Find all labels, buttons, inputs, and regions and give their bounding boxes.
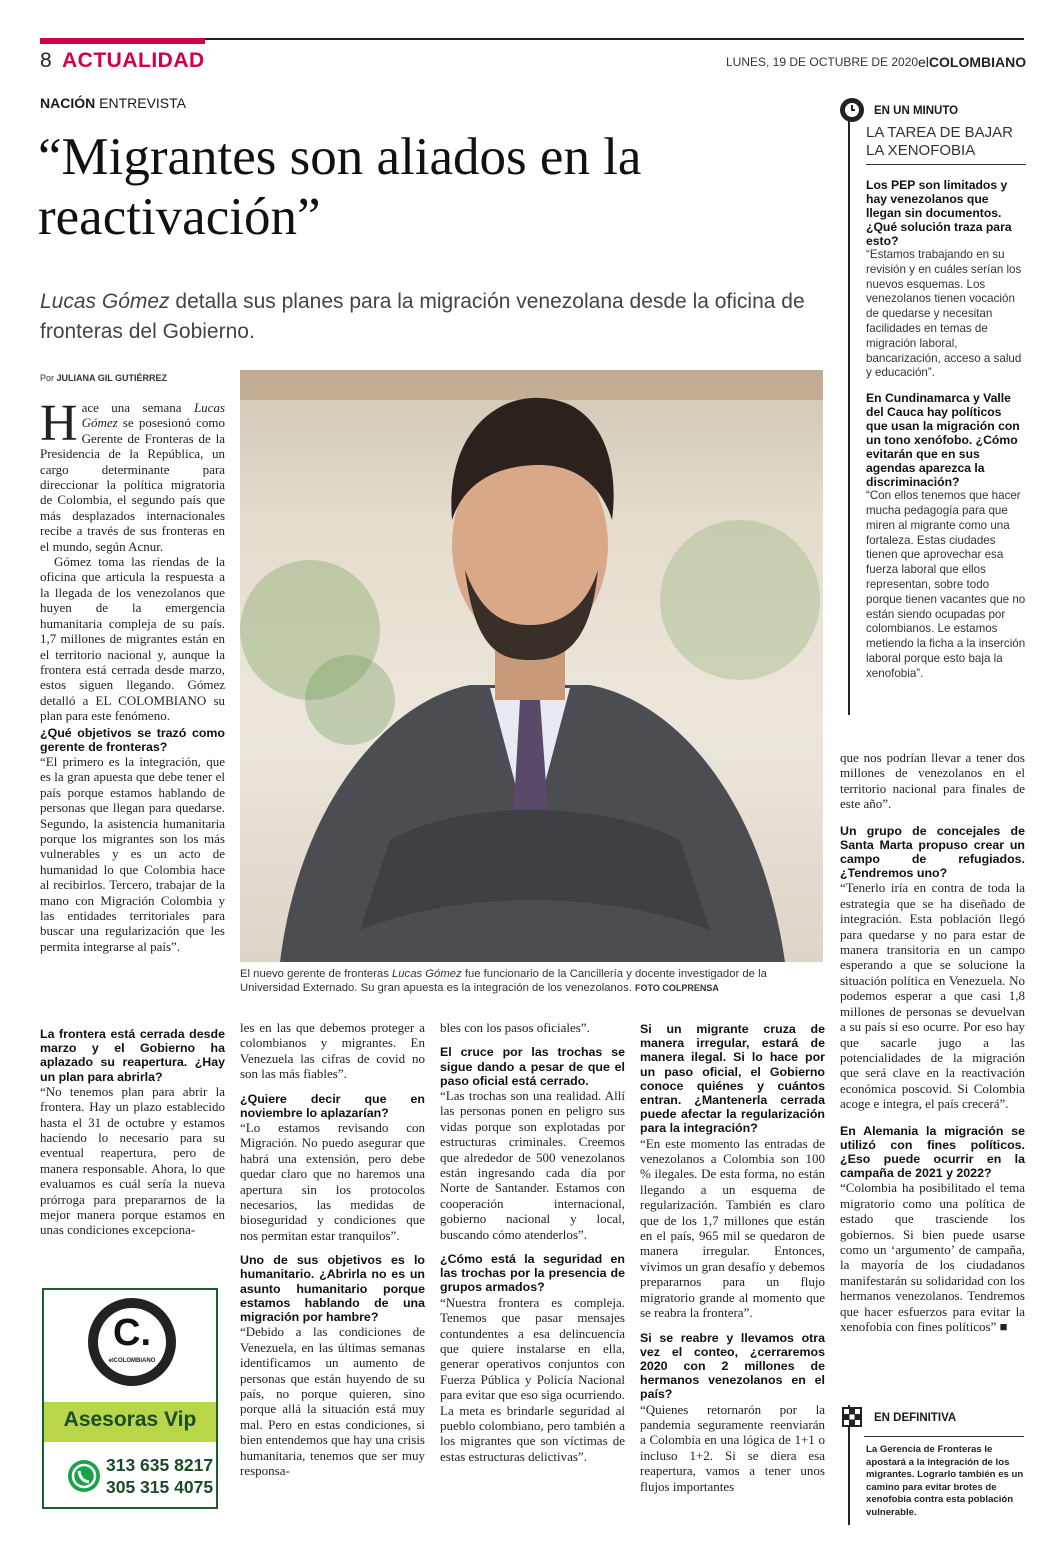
kicker-label: ENTREVISTA: [99, 95, 186, 111]
caption-name: Lucas Gómez: [391, 968, 462, 980]
deck-text: detalla sus planes para la migración venezolana desde la oficina de fronteras del Gobierno.: [40, 290, 805, 343]
article-column-5: [840, 750, 1025, 1334]
answer: “Las trochas son una realidad. Allí las personas ponen en peligro sus vidas porque son explotadas por estructuras criminales. Creemos que alrededor de 500 venezolanos están ingresando cada día por Norte de Santander. Estamos con cooperación internacional, gobierno nacional y local, buscando cómo atenderlos”.: [440, 1088, 625, 1242]
kicker: [40, 95, 186, 111]
photo-caption: [240, 967, 823, 995]
headline: “Migrantes son aliados en la reactivación”: [38, 128, 642, 246]
sidebar-label: EN UN MINUTO: [874, 105, 959, 117]
answer: “En este momento las entradas de venezolanos a Colombia son 100 % ilegales. De esta forma, no están llegando a un esquema de regularización. También es claro que de los 1,7 millones que están en el país, 965 mil se quedaron de manera irregular. Entonces, vivimos un gran desafío y debemos prepararnos para un flujo migratorio grande al momento que se reabra la frontera”.: [640, 1135, 825, 1321]
definitiva-divider: [864, 1436, 1024, 1437]
caption-text: El nuevo gerente de fronteras: [240, 968, 392, 980]
ad-title: Asesoras Vip: [63, 1408, 197, 1431]
advertisement[interactable]: [42, 1288, 218, 1509]
section-accent-bar: [40, 38, 205, 44]
byline: [40, 373, 167, 383]
definitiva-label: EN DEFINITIVA: [874, 1412, 957, 1424]
kicker-section: NACIÓN: [40, 95, 96, 111]
intro-name: Lucas Gómez: [81, 400, 225, 431]
intro-text: ace una semana: [81, 400, 194, 415]
answer: “Debido a las condiciones de Venezuela, en las últimas semanas identificamos un aumento de personas que están huyendo de su país, no porque quieren, sino porque allá la situación está muy mal. Pero en estas condiciones, si bien entendemos que hay una crisis humanitaria, tenemos que ser muy responsa-: [240, 1324, 425, 1478]
deck-name: Lucas Gómez: [40, 290, 170, 313]
sidebar-answer: “Con ellos tenemos que hacer mucha pedagogía para que miren al migrante como una fortaleza. Estas ciudades tienen que aprovechar esa fuerza laboral que ellos representan, sobre todo porque tienen vacantes que no están siendo ocupadas por colombianos. Le estamos metiendo la ficha a la inserción laboral porque esto baja la xenofobia”.: [866, 489, 1026, 680]
question: Si se reabre y llevamos otra vez el conteo, ¿cerraremos 2020 con 2 millones de hermanos venezolanos en el país?: [640, 1330, 825, 1402]
answer: “Colombia ha posibilitado el tema migratorio como una política de estado que trasciende los gobiernos. Si bien puede usarse como un ‘argumento’ de campaña, la mayoría de los ciudadanos manifestarán su solidaridad con los hermanos venezolanos. Tendremos que hacer esfuerzos para evitar la xenofobia con fines políticos” ■: [840, 1180, 1025, 1334]
article-column-3: [440, 1020, 625, 1464]
clock-icon: [840, 98, 864, 122]
answer-continued: bles con los pasos oficiales”.: [440, 1020, 590, 1035]
question: ¿Qué objetivos se trazó como gerente de fronteras?: [40, 725, 225, 754]
answer: “No tenemos plan para abrir la frontera. Hay un plazo establecido hasta el 31 de octubre y estamos haciendo lo necesario para su eventual reapertura, pero de manera responsable. Ahora, lo que evaluamos es cuál sería la nueva prórroga para prepararnos de la mejor manera porque estamos en unas condiciones excepciona-: [40, 1083, 225, 1238]
ad-phones: [106, 1454, 213, 1498]
question: ¿Cómo está la seguridad en las trochas por la presencia de grupos armados?: [440, 1252, 625, 1295]
ad-logo: [88, 1298, 176, 1386]
article-column-2: [240, 1020, 425, 1478]
intro-text-cont: se posesionó como Gerente de Fronteras de la Presidencia de la República, un cargo determinante para direccionar la política migratoria de Colombia, el segundo país que más desplazados internacionales recibe a través de sus fronteras en el mundo, según Acnur.: [40, 415, 225, 554]
answer: “El primero es la integración, que es la gran apuesta que debe tener el país porque estamos hablando de personas que llegan para quedarse. Segundo, la asistencia humanitaria porque los migrantes son los más vulnerables y es un acto de humanidad lo que Colombia hace al recibirlos. Tercero, trabajar de la mano con Migración Colombia y las entidades territoriales para buscar una regularización que les permita integrarse al país”.: [40, 753, 225, 954]
portrait-photo: [240, 370, 823, 962]
question: La frontera está cerrada desde marzo y el Gobierno ha aplazado su reapertura. ¿Hay un plan para abrirla?: [40, 1027, 225, 1084]
answer: “Quienes retornarón por la pandemia seguramente reenviarán a Colombia en una lógica de 1+1 o incluso 1+2. Si se diera esa reapertura, vamos a tener unos flujos importantes: [640, 1401, 825, 1494]
deck: [40, 287, 820, 347]
ad-phone-1[interactable]: 313 635 8217: [106, 1455, 214, 1475]
sidebar-rule: [848, 103, 850, 715]
answer: “Nuestra frontera es compleja. Tenemos que pasar mensajes contundentes a esa delincuencia que quiere instalarse en ella, generar operativos conjuntos con Fuerza Pública y Policía Nacional para evitar que eso siga ocurriendo. La meta es brindarle seguridad al pueblo colombiano, pero también a los migrantes que son víctimas de estas estructuras delictivas”.: [440, 1294, 625, 1464]
question: Uno de sus objetivos es lo humanitario. ¿Abrirla no es un asunto humanitario porque estamos hablando de una migración por hambre?: [240, 1253, 425, 1325]
dateline: LUNES, 19 DE OCTUBRE DE 2020: [726, 55, 919, 69]
section-name: ACTUALIDAD: [62, 49, 205, 72]
whatsapp-icon: [68, 1460, 100, 1492]
sidebar-title: LA TAREA DE BAJAR LA XENOFOBIA: [866, 124, 1026, 165]
dropcap: H: [40, 395, 78, 452]
question: En Alemania la migración se utilizó con fines políticos. ¿Eso puede ocurrir en la campaña de 2021 y 2022?: [840, 1123, 1025, 1181]
brand-name: COLOMBIANO: [928, 54, 1027, 70]
definitiva-text: La Gerencia de Fronteras le apostará a la integración de los migrantes. Lograrlo también es un camino para evitar brotes de xenofobia contra esta población vulnerable.: [866, 1444, 1024, 1518]
page-number: 8: [40, 49, 52, 72]
article-column-1: [40, 395, 225, 954]
question: Si un migrante cruza de manera irregular, estará de manera ilegal. Si lo hace por un paso oficial, el Gobierno conoce quiénes y cuántos entran. ¿Mantenerla cerrada puede afectar la regularización para la integración?: [640, 1022, 825, 1136]
answer-continued: que nos podrían llevar a tener dos millones de venezolanos en el territorio nacional para finales de este año”.: [840, 750, 1025, 812]
article-column-4: [640, 1020, 825, 1494]
checker-icon: [842, 1407, 862, 1427]
brand-prefix: el: [918, 54, 929, 70]
byline-prefix: Por: [40, 373, 55, 383]
sidebar-question: Los PEP son limitados y hay venezolanos que llegan sin documentos. ¿Qué solución traza para esto?: [866, 178, 1012, 248]
answer-continued: les en las que debemos proteger a colombianos y migrantes. En Venezuela las cifras de covid no son las más fiables”.: [240, 1020, 425, 1082]
article-column-1b: [40, 1025, 225, 1238]
caption-text-cont: fue funcionario de la Cancillería y docente investigador de la Universidad Externado. Su gran apuesta es la integración de los venezolanos.: [240, 968, 767, 994]
paragraph: Gómez toma las riendas de la oficina que articula la respuesta a la llegada de los venezolanos que huyen de la emergencia humanitaria compleja de su país. 1,7 millones de migrantes están en el territorio nacional y, aunque la frontera está cerrada desde marzo, estos siguen llegando. Gómez detalló a EL COLOMBIANO su plan para este fenómeno.: [40, 554, 225, 724]
sidebar-question: En Cundinamarca y Valle del Cauca hay políticos que usan la migración con un tono xenófobo. ¿Cómo evitarán que en sus agendas aparezca la discriminación?: [866, 391, 1020, 490]
sidebar-answer: “Estamos trabajando en su revisión y en cuáles serían los nuevos esquemas. Los venezolanos tienen vocación de quedarse y necesitan facilidades en temas de migración laboral, bancarización, acceso a salud y educación”.: [866, 248, 1022, 380]
ad-logo-text: elCOLOMBIANO: [108, 1358, 156, 1364]
ad-logo-letter: C.: [113, 1312, 151, 1354]
photo-credit: FOTO COLPRENSA: [635, 983, 719, 993]
ad-logo-inner: [98, 1308, 166, 1376]
brand-logo: [918, 54, 1026, 70]
answer: “Lo estamos revisando con Migración. No puedo asegurar que habrá una extensión, pero debe quedar claro que no haremos una apertura sin los protocolos necesarios, las medidas de bioseguridad y condiciones que nos permitan estar tranquilos”.: [240, 1120, 425, 1243]
ad-phone-2[interactable]: 305 315 4075: [106, 1477, 214, 1497]
answer: “Tenerlo iría en contra de toda la estrategia que se ha diseñado de integración. Esta población llegó para quedarse y no para estar de manera transitoria en un campo esperando a que se solucione la situación política en Venezuela. No podemos esperar a que casi 1,8 millones de personas se devuelvan a su país si eso ocurre. Por eso hay que sacarle jugo a las potencialidades de la migración que será clave en la reactivación económica poscovid. Si Colombia acoge e integra, el país crecerá”.: [840, 880, 1025, 1112]
sidebar-body: [866, 176, 1026, 682]
question: El cruce por las trochas se sigue dando a pesar de que el paso oficial está cerrado.: [440, 1045, 625, 1088]
question: ¿Quiere decir que en noviembre lo aplazarían?: [240, 1091, 425, 1120]
question: Un grupo de concejales de Santa Marta propuso crear un campo de refugiados. ¿Tendremos uno?: [840, 823, 1025, 881]
byline-author: JULIANA GIL GUTIÉRREZ: [56, 373, 168, 383]
portrait-illustration: [240, 370, 823, 962]
